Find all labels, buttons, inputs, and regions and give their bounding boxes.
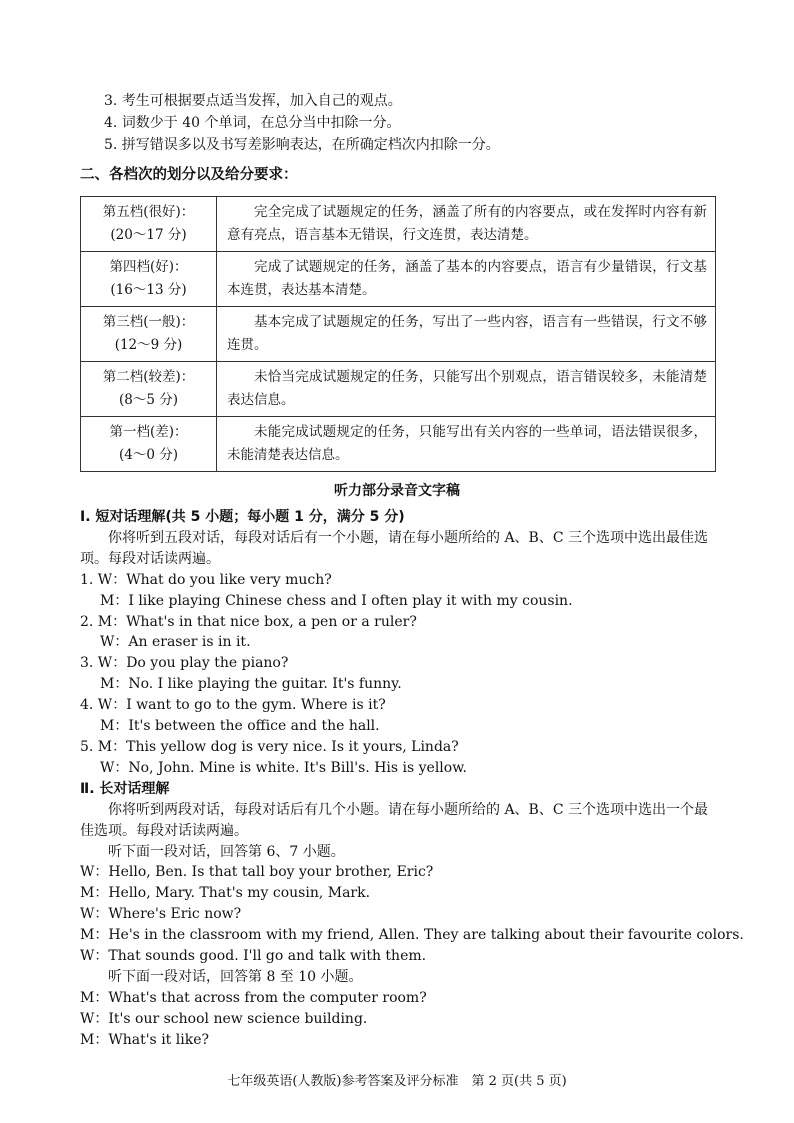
dialog-line: M：What's that across from the computer room?	[80, 989, 427, 1006]
dialog-line: W：No, John. Mine is white. It's Bill's. His is yellow.	[100, 759, 467, 776]
rule-item: 3. 考生可根据要点适当发挥，加入自己的观点。	[104, 93, 402, 109]
part2-heading: Ⅱ. 长对话理解	[80, 780, 170, 797]
grade-range: (12～9 分)	[114, 337, 183, 353]
grade-description: 完成了试题规定的任务，涵盖了基本的内容要点，语言有少量错误，行文基本连贯，表达基本清楚。	[217, 252, 716, 307]
grade-range: (16～13 分)	[110, 282, 187, 298]
dialog-line: M：It's between the office and the hall.	[100, 718, 380, 735]
dialog-line: 2. M：What's in that nice box, a pen or a ruler?	[80, 613, 417, 630]
dialog-line: W：That sounds good. I'll go and talk with them.	[80, 948, 427, 965]
dialog-line: 4. W：I want to go to the gym. Where is it?	[80, 697, 386, 714]
part1-heading: Ⅰ. 短对话理解(共 5 小题；每小题 1 分，满分 5 分)	[80, 509, 405, 525]
dialog-line: M：He's in the classroom with my friend, Allen. They are talking about their favourite colors.	[80, 927, 744, 944]
grade-row	[81, 362, 716, 417]
grade-range: (4～0 分)	[118, 447, 178, 463]
grade-range: (8～5 分)	[118, 392, 178, 408]
page-footer: 七年级英语(人教版)参考答案及评分标准 第 2 页(共 5 页)	[227, 1074, 567, 1089]
grade-description: 基本完成了试题规定的任务，写出了一些内容，语言有一些错误，行文不够连贯。	[217, 307, 716, 362]
dialog-cue: 听下面一段对话，回答第 6、7 小题。	[108, 843, 345, 860]
grade-level-cell	[81, 252, 217, 307]
dialog-line: 1. W：What do you like very much?	[80, 571, 332, 588]
dialog-line: M：Hello, Mary. That's my cousin, Mark.	[80, 885, 371, 902]
listening-script	[80, 507, 744, 1051]
dialog-line: M：No. I like playing the guitar. It's funny.	[100, 676, 402, 693]
listening-script-title: 听力部分录音文字稿	[334, 483, 460, 499]
grade-description: 未恰当完成试题规定的任务，只能写出个别观点，语言错误较多，未能清楚表达信息。	[217, 362, 716, 417]
dialog-line: W：Hello, Ben. Is that tall boy your brother, Eric?	[80, 864, 434, 881]
grade-level: 第五档(很好)：	[102, 204, 195, 220]
dialog-line: M：What's it like?	[80, 1031, 209, 1048]
dialog-line: M：I like playing Chinese chess and I often play it with my cousin.	[100, 592, 573, 609]
grade-row	[81, 417, 716, 472]
grade-level: 第一档(差)：	[109, 424, 188, 440]
part1-instructions: 你将听到五段对话，每段对话后有一个小题，请在每小题所给的 A、B、C 三个选项中选出最佳选项。每段对话读两遍。	[80, 529, 709, 567]
dialog-line: W：Where's Eric now?	[80, 906, 242, 923]
dialog-line: W：It's our school new science building.	[80, 1010, 368, 1027]
grade-level: 第二档(较差)：	[102, 369, 195, 385]
dialog-line: W：An eraser is in it.	[100, 634, 251, 651]
grade-description: 未能完成试题规定的任务，只能写出有关内容的一些单词，语法错误很多，未能清楚表达信息。	[217, 417, 716, 472]
grade-level-cell	[81, 417, 217, 472]
dialog-line: 5. M：This yellow dog is very nice. Is it yours, Linda?	[80, 738, 459, 755]
part2-instructions: 你将听到两段对话，每段对话后有几个小题。请在每小题所给的 A、B、C 三个选项中选出一个最佳选项。每段对话读两遍。	[80, 801, 709, 839]
grade-level-cell	[81, 307, 217, 362]
grade-level: 第四档(好)：	[109, 259, 188, 275]
scoring-rules-list	[104, 90, 500, 156]
grading-table	[80, 196, 716, 472]
grade-row	[81, 307, 716, 362]
rule-item: 5. 拼写错误多以及书写差影响表达，在所确定档次内扣除一分。	[104, 137, 500, 153]
grade-level-cell	[81, 362, 217, 417]
dialog-line: 3. W：Do you play the piano?	[80, 655, 289, 672]
grade-description: 完全完成了试题规定的任务，涵盖了所有的内容要点，或在发挥时内容有新意有亮点，语言基本无错误，行文连贯，表达清楚。	[217, 197, 716, 252]
grade-range: (20～17 分)	[110, 227, 187, 243]
grade-row	[81, 197, 716, 252]
dialog-cue: 听下面一段对话，回答第 8 至 10 小题。	[108, 968, 363, 985]
rule-item: 4. 词数少于 40 个单词，在总分当中扣除一分。	[104, 115, 401, 131]
grade-level-cell	[81, 197, 217, 252]
section-title: 二、各档次的划分以及给分要求：	[80, 167, 298, 183]
grade-level: 第三档(一般)：	[102, 314, 195, 330]
grade-row	[81, 252, 716, 307]
